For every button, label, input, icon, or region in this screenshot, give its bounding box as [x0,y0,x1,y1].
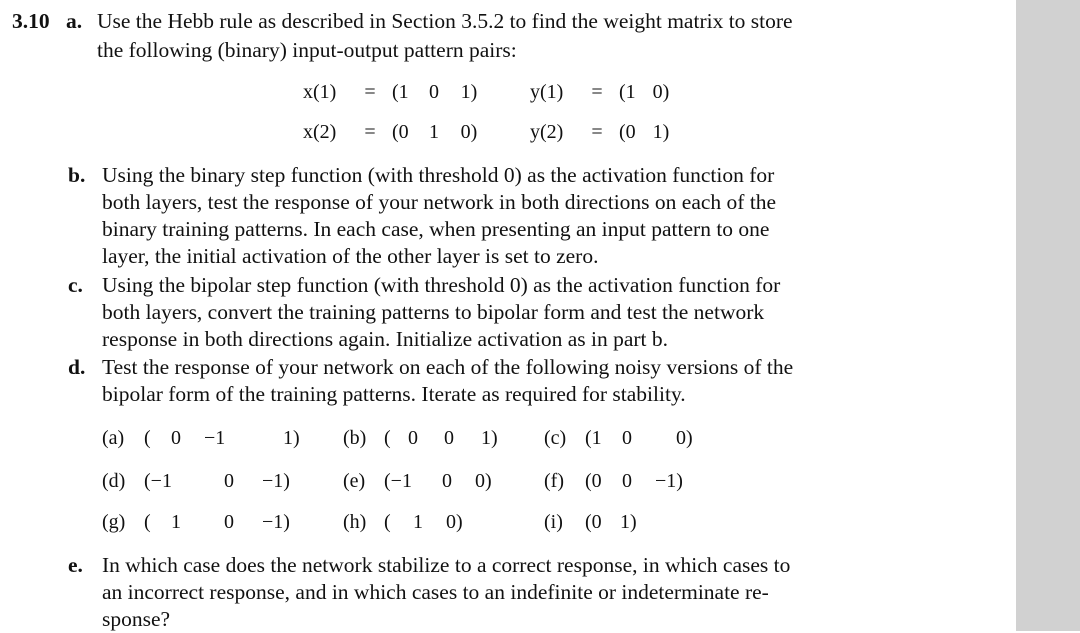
x2-label: x(2) [303,121,337,143]
pattern-pair-1 [303,80,676,104]
x1-label: x(1) [303,81,337,103]
vector-e-value: 0 [442,470,452,492]
y1-value: 0) [652,81,670,103]
part-b-line-3: binary training patterns. In each case, when presenting an input pattern to one [102,217,770,241]
vector-f-value: (0 [585,470,602,492]
part-d-line-1: Test the response of your network on each of the following noisy versions of the [102,355,794,379]
vector-h-label: (h) [343,511,367,533]
vector-c-value: (1 [585,427,602,449]
vector-a-label: (a) [102,427,125,449]
y2-label: y(2) [530,121,564,143]
equals-sign: = [364,81,376,103]
part-e-line-1: In which case does the network stabilize to a correct response, in which cases to [102,553,791,577]
pattern-pair-2 [303,120,676,144]
x2-value: 0) [460,121,478,143]
equals-sign: = [364,121,376,143]
part-d-label: d. [68,355,86,379]
vector-d-value: (−1 [144,470,172,492]
vector-b-label: (b) [343,427,367,449]
vector-b-value: 1) [481,427,498,449]
vector-g-label: (g) [102,511,126,533]
vector-d-value: 0 [224,470,234,492]
part-c-line-3: response in both directions again. Initialize activation as in part b. [102,327,669,351]
x1-value: 0 [429,81,439,103]
vector-e-value: 0) [475,470,492,492]
part-a-line-2: the following (binary) input-output pattern pairs: [97,38,517,62]
part-b-line-2: both layers, test the response of your network in both directions on each of the [102,190,777,214]
x2-value: (0 [392,121,409,143]
vector-g-value: ( [144,511,151,533]
y1-value: (1 [619,81,636,103]
vector-a-value: ( [144,427,151,449]
vector-d-label: (d) [102,470,126,492]
part-a-label: a. [66,9,83,33]
vector-h-value: 0) [446,511,463,533]
part-b-line-1: Using the binary step function (with threshold 0) as the activation function for [102,163,775,187]
part-c-label: c. [68,273,83,297]
vector-a-value: 0 [171,427,181,449]
y2-value: 1) [652,121,670,143]
part-e-label: e. [68,553,83,577]
part-b-line-4: layer, the initial activation of the other layer is set to zero. [102,244,599,268]
vector-b-value: 0 [444,427,454,449]
x2-value: 1 [429,121,439,143]
vector-g-value: 1 [171,511,181,533]
vector-g-value: 0 [224,511,234,533]
vector-f-value: −1) [655,470,683,492]
vector-e-label: (e) [343,470,366,492]
vector-b-value: ( [384,427,391,449]
part-e-line-3: sponse? [102,607,171,631]
part-a-line-1: Use the Hebb rule as described in Section 3.5.2 to find the weight matrix to store [97,9,793,33]
vector-f-label: (f) [544,470,564,492]
vector-c-value: 0) [676,427,693,449]
part-d-line-2: bipolar form of the training patterns. Iterate as required for stability. [102,382,686,406]
y2-value: (0 [619,121,636,143]
x1-value: 1) [460,81,478,103]
x1-value: (1 [392,81,409,103]
vector-c-label: (c) [544,427,567,449]
gray-margin [1016,0,1080,631]
vector-d-value: −1) [262,470,290,492]
vector-c-value: 0 [622,427,632,449]
part-c-line-1: Using the bipolar step function (with threshold 0) as the activation function for [102,273,781,297]
vector-i-label: (i) [544,511,563,533]
vector-i-value: 1) [620,511,637,533]
equals-sign: = [591,81,603,103]
problem-number: 3.10 [12,9,50,33]
vector-h-value: ( [384,511,391,533]
vector-a-value: −1 [204,427,226,449]
y1-label: y(1) [530,81,564,103]
vector-f-value: 0 [622,470,632,492]
vector-e-value: (−1 [384,470,412,492]
vector-i-value: (0 [585,511,602,533]
vector-a-value: 1) [283,427,300,449]
vector-h-value: 1 [413,511,423,533]
equals-sign: = [591,121,603,143]
vector-b-value: 0 [408,427,418,449]
part-c-line-2: both layers, convert the training patterns to bipolar form and test the network [102,300,765,324]
part-b-label: b. [68,163,86,187]
vector-g-value: −1) [262,511,290,533]
part-e-line-2: an incorrect response, and in which cases to an indefinite or indeterminate re- [102,580,769,604]
